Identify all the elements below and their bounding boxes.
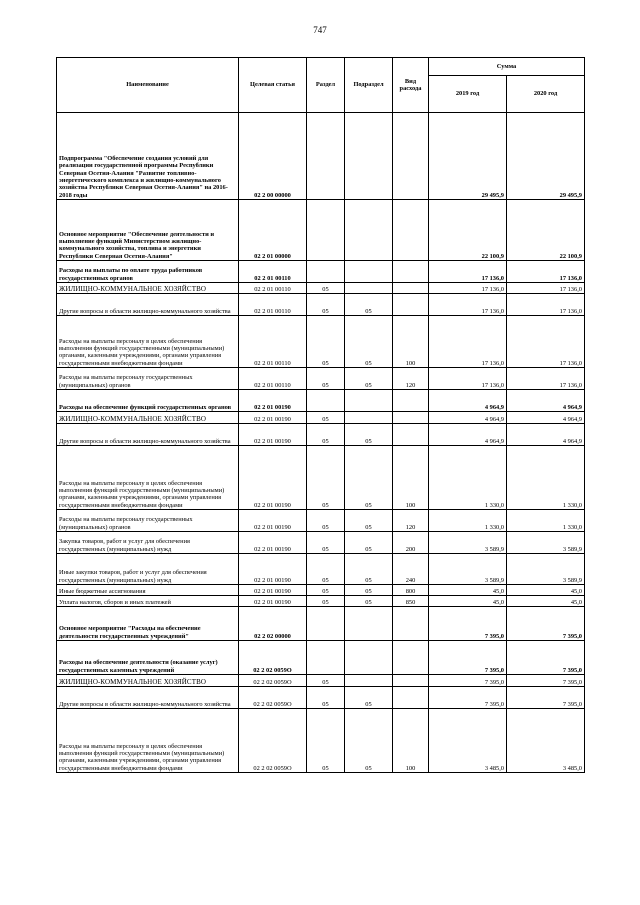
- row-subsection: [345, 113, 393, 200]
- budget-table: [56, 57, 585, 773]
- row-sum-2020: 17 136,0: [507, 316, 585, 368]
- row-name: Иные бюджетные ассигнования: [57, 585, 239, 596]
- row-name: Расходы на выплаты персоналу государственных (муниципальных) органов: [57, 510, 239, 532]
- table-row: [57, 709, 585, 773]
- table-row: [57, 113, 585, 200]
- row-section: [307, 390, 345, 412]
- row-section: 05: [307, 532, 345, 554]
- row-name: Другие вопросы в области жилищно-коммунального хозяйства: [57, 424, 239, 446]
- row-target-code: 02 2 01 00110: [239, 294, 307, 316]
- table-row: [57, 554, 585, 585]
- row-target-code: 02 2 01 00190: [239, 390, 307, 412]
- row-expense-type: 850: [393, 596, 429, 607]
- row-name: Подпрограмма "Обеспечение создания условий для реализации государственной программы Республики Северная Осетия-Алания "Развитие топливно-энергетического комплекса и жилищно-коммунального хозяйства Республики Северная Осетия-Алания" на 2016-2018 годы: [57, 113, 239, 200]
- row-section: 05: [307, 368, 345, 390]
- row-name: Расходы на обеспечение деятельности (оказание услуг) государственных казенных учреждений: [57, 641, 239, 675]
- row-target-code: 02 2 02 0059О: [239, 675, 307, 687]
- row-subsection: 05: [345, 596, 393, 607]
- header-2020: 2020 год: [507, 76, 585, 113]
- row-section: 05: [307, 446, 345, 510]
- row-name: Другие вопросы в области жилищно-коммунального хозяйства: [57, 687, 239, 709]
- row-sum-2019: 3 589,9: [429, 532, 507, 554]
- header-subsection: Подраздел: [345, 58, 393, 113]
- row-section: [307, 200, 345, 261]
- row-subsection: 05: [345, 510, 393, 532]
- row-sum-2020: 4 964,9: [507, 412, 585, 424]
- row-subsection: [345, 412, 393, 424]
- row-section: 05: [307, 316, 345, 368]
- row-expense-type: 200: [393, 532, 429, 554]
- row-sum-2019: 7 395,0: [429, 687, 507, 709]
- row-subsection: [345, 390, 393, 412]
- row-name: Иные закупки товаров, работ и услуг для обеспечения государственных (муниципальных) нужд: [57, 554, 239, 585]
- table-row: [57, 294, 585, 316]
- row-target-code: 02 2 01 00110: [239, 316, 307, 368]
- row-sum-2019: 7 395,0: [429, 641, 507, 675]
- table-row: [57, 446, 585, 510]
- row-subsection: 05: [345, 687, 393, 709]
- row-sum-2019: 7 395,0: [429, 607, 507, 641]
- row-expense-type: [393, 390, 429, 412]
- row-section: 05: [307, 687, 345, 709]
- header-sum: Сумма: [429, 58, 585, 76]
- row-sum-2020: 22 100,9: [507, 200, 585, 261]
- row-sum-2019: 7 395,0: [429, 675, 507, 687]
- row-sum-2020: 7 395,0: [507, 687, 585, 709]
- row-target-code: 02 2 01 00190: [239, 510, 307, 532]
- table-row: [57, 585, 585, 596]
- row-section: 05: [307, 294, 345, 316]
- row-sum-2020: 1 330,0: [507, 510, 585, 532]
- row-sum-2019: 1 330,0: [429, 446, 507, 510]
- row-name: ЖИЛИЩНО-КОММУНАЛЬНОЕ ХОЗЯЙСТВО: [57, 412, 239, 424]
- row-section: 05: [307, 510, 345, 532]
- row-section: 05: [307, 412, 345, 424]
- row-name: Основное мероприятие "Обеспечение деятельности и выполнение функций Министерством жилищно-коммунального хозяйства, топлива и энергетики Республики Северная Осетия-Алания": [57, 200, 239, 261]
- row-subsection: 05: [345, 294, 393, 316]
- row-expense-type: [393, 412, 429, 424]
- table-row: [57, 675, 585, 687]
- row-section: 05: [307, 709, 345, 773]
- row-name: Расходы на обеспечение функций государственных органов: [57, 390, 239, 412]
- table-row: [57, 261, 585, 283]
- table-body: [57, 113, 585, 773]
- row-subsection: 05: [345, 424, 393, 446]
- table-row: [57, 641, 585, 675]
- row-sum-2020: 17 136,0: [507, 283, 585, 294]
- row-name: Другие вопросы в области жилищно-коммунального хозяйства: [57, 294, 239, 316]
- table-row: [57, 390, 585, 412]
- row-subsection: [345, 607, 393, 641]
- row-expense-type: 100: [393, 316, 429, 368]
- row-sum-2019: 29 495,9: [429, 113, 507, 200]
- row-section: 05: [307, 585, 345, 596]
- page-number: 747: [313, 25, 327, 35]
- row-sum-2019: 17 136,0: [429, 261, 507, 283]
- row-name: Расходы на выплаты персоналу в целях обеспечения выполнения функций государственными (муниципальными) органами, казенными учреждениями, органами управления государственными внебюджетными фондами: [57, 446, 239, 510]
- table-row: [57, 368, 585, 390]
- row-subsection: 05: [345, 585, 393, 596]
- row-section: [307, 641, 345, 675]
- row-expense-type: [393, 424, 429, 446]
- row-target-code: 02 2 01 00190: [239, 585, 307, 596]
- row-expense-type: [393, 294, 429, 316]
- row-section: 05: [307, 675, 345, 687]
- row-section: 05: [307, 596, 345, 607]
- row-sum-2019: 4 964,9: [429, 424, 507, 446]
- row-sum-2019: 17 136,0: [429, 368, 507, 390]
- row-target-code: 02 2 01 00190: [239, 596, 307, 607]
- header-name: Наименование: [57, 58, 239, 113]
- row-sum-2019: 45,0: [429, 585, 507, 596]
- row-expense-type: 800: [393, 585, 429, 596]
- row-sum-2020: 29 495,9: [507, 113, 585, 200]
- row-sum-2020: 3 589,9: [507, 532, 585, 554]
- table-row: [57, 412, 585, 424]
- row-subsection: [345, 675, 393, 687]
- header-section: Раздел: [307, 58, 345, 113]
- header-expense-type: Вид расхода: [393, 58, 429, 113]
- row-expense-type: 120: [393, 510, 429, 532]
- row-section: 05: [307, 424, 345, 446]
- table-row: [57, 283, 585, 294]
- row-subsection: [345, 261, 393, 283]
- row-name: Расходы на выплаты персоналу государственных (муниципальных) органов: [57, 368, 239, 390]
- table-header: [57, 58, 585, 113]
- row-section: [307, 261, 345, 283]
- row-expense-type: 240: [393, 554, 429, 585]
- row-sum-2020: 17 136,0: [507, 368, 585, 390]
- row-target-code: 02 2 01 00190: [239, 532, 307, 554]
- row-target-code: 02 2 01 00190: [239, 446, 307, 510]
- row-sum-2020: 3 589,9: [507, 554, 585, 585]
- row-sum-2020: 45,0: [507, 585, 585, 596]
- row-sum-2019: 4 964,9: [429, 390, 507, 412]
- row-sum-2019: 45,0: [429, 596, 507, 607]
- row-expense-type: [393, 675, 429, 687]
- row-target-code: 02 2 01 00190: [239, 412, 307, 424]
- row-sum-2019: 17 136,0: [429, 316, 507, 368]
- row-sum-2019: 3 485,0: [429, 709, 507, 773]
- table-row: [57, 607, 585, 641]
- row-subsection: 05: [345, 316, 393, 368]
- table-row: [57, 687, 585, 709]
- row-subsection: 05: [345, 532, 393, 554]
- row-target-code: 02 2 02 0059О: [239, 641, 307, 675]
- row-subsection: 05: [345, 368, 393, 390]
- header-target: Целевая статья: [239, 58, 307, 113]
- row-target-code: 02 2 02 00000: [239, 607, 307, 641]
- row-name: Расходы на выплаты персоналу в целях обеспечения выполнения функций государственными (муниципальными) органами, казенными учреждениями, органами управления государственными внебюджетными фондами: [57, 709, 239, 773]
- row-sum-2020: 17 136,0: [507, 261, 585, 283]
- table-row: [57, 532, 585, 554]
- row-expense-type: 120: [393, 368, 429, 390]
- row-sum-2020: 3 485,0: [507, 709, 585, 773]
- row-name: ЖИЛИЩНО-КОММУНАЛЬНОЕ ХОЗЯЙСТВО: [57, 283, 239, 294]
- row-expense-type: [393, 113, 429, 200]
- row-sum-2019: 3 589,9: [429, 554, 507, 585]
- row-name: Уплата налогов, сборов и иных платежей: [57, 596, 239, 607]
- row-target-code: 02 2 00 00000: [239, 113, 307, 200]
- row-target-code: 02 2 02 0059О: [239, 709, 307, 773]
- table-row: [57, 424, 585, 446]
- row-subsection: 05: [345, 709, 393, 773]
- row-section: 05: [307, 554, 345, 585]
- row-sum-2020: 4 964,9: [507, 424, 585, 446]
- row-sum-2020: 17 136,0: [507, 294, 585, 316]
- row-sum-2020: 4 964,9: [507, 390, 585, 412]
- row-target-code: 02 2 01 00190: [239, 424, 307, 446]
- row-subsection: [345, 283, 393, 294]
- row-target-code: 02 2 02 0059О: [239, 687, 307, 709]
- row-sum-2020: 1 330,0: [507, 446, 585, 510]
- table-row: [57, 316, 585, 368]
- row-sum-2020: 7 395,0: [507, 607, 585, 641]
- row-subsection: [345, 641, 393, 675]
- table-row: [57, 596, 585, 607]
- row-expense-type: [393, 283, 429, 294]
- row-subsection: 05: [345, 554, 393, 585]
- row-sum-2019: 17 136,0: [429, 283, 507, 294]
- row-sum-2020: 7 395,0: [507, 675, 585, 687]
- row-sum-2019: 4 964,9: [429, 412, 507, 424]
- row-subsection: 05: [345, 446, 393, 510]
- row-target-code: 02 2 01 00190: [239, 554, 307, 585]
- row-target-code: 02 2 01 00000: [239, 200, 307, 261]
- row-name: Закупка товаров, работ и услуг для обеспечения государственных (муниципальных) нужд: [57, 532, 239, 554]
- row-name: ЖИЛИЩНО-КОММУНАЛЬНОЕ ХОЗЯЙСТВО: [57, 675, 239, 687]
- row-expense-type: [393, 261, 429, 283]
- row-target-code: 02 2 01 00110: [239, 283, 307, 294]
- row-name: Расходы на выплаты по оплате труда работников государственных органов: [57, 261, 239, 283]
- row-sum-2019: 22 100,9: [429, 200, 507, 261]
- row-expense-type: 100: [393, 709, 429, 773]
- row-expense-type: [393, 607, 429, 641]
- row-section: [307, 607, 345, 641]
- row-target-code: 02 2 01 00110: [239, 368, 307, 390]
- row-sum-2019: 17 136,0: [429, 294, 507, 316]
- row-expense-type: [393, 687, 429, 709]
- row-target-code: 02 2 01 00110: [239, 261, 307, 283]
- row-name: Расходы на выплаты персоналу в целях обеспечения выполнения функций государственными (муниципальными) органами, казенными учреждениями, органами управления государственными внебюджетными фондами: [57, 316, 239, 368]
- row-sum-2020: 7 395,0: [507, 641, 585, 675]
- table-row: [57, 200, 585, 261]
- row-expense-type: 100: [393, 446, 429, 510]
- row-expense-type: [393, 200, 429, 261]
- row-sum-2020: 45,0: [507, 596, 585, 607]
- table-row: [57, 510, 585, 532]
- row-expense-type: [393, 641, 429, 675]
- header-2019: 2019 год: [429, 76, 507, 113]
- row-subsection: [345, 200, 393, 261]
- row-section: [307, 113, 345, 200]
- row-sum-2019: 1 330,0: [429, 510, 507, 532]
- row-name: Основное мероприятие "Расходы на обеспечение деятельности государственных учреждений": [57, 607, 239, 641]
- row-section: 05: [307, 283, 345, 294]
